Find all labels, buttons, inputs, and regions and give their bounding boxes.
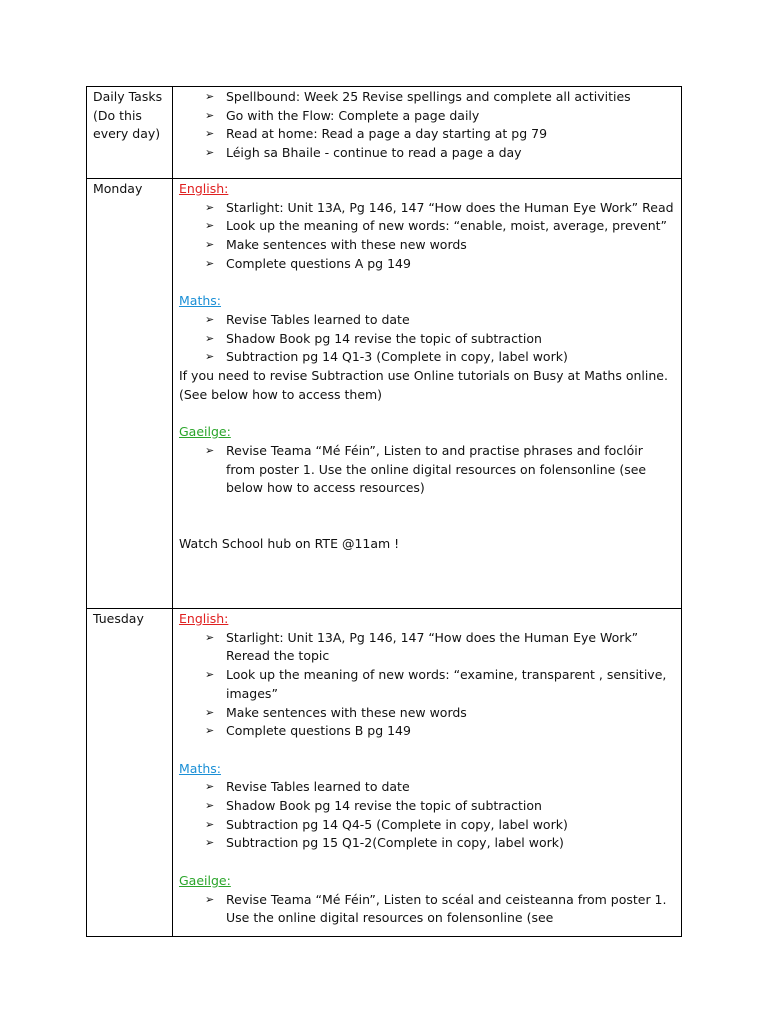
maths-note: If you need to revise Subtraction use Online tutorials on Busy at Maths online. (See below how to access them)	[179, 368, 668, 402]
arrow-bullet-icon: ➢	[205, 238, 215, 252]
arrow-bullet-icon: ➢	[205, 331, 215, 345]
list-item: ➢ Spellbound: Week 25 Revise spellings and complete all activities	[205, 88, 675, 107]
list-item: ➢ Go with the Flow: Complete a page daily	[205, 107, 675, 126]
list-item: ➢ Make sentences with these new words	[205, 236, 675, 255]
daily-tasks-list	[179, 88, 675, 163]
list-item: ➢ Subtraction pg 14 Q1-3 (Complete in copy, label work)	[205, 348, 675, 367]
arrow-bullet-icon: ➢	[205, 127, 215, 141]
maths-heading: Maths:	[179, 293, 221, 309]
school-hub-note: Watch School hub on RTE @11am !	[179, 535, 400, 551]
arrow-bullet-icon: ➢	[205, 724, 215, 738]
arrow-bullet-icon: ➢	[205, 668, 215, 682]
monday-maths-list	[179, 311, 675, 367]
list-item: ➢ Revise Tables learned to date	[205, 311, 675, 330]
list-item: ➢ Starlight: Unit 13A, Pg 146, 147 “How does the Human Eye Work” Read	[205, 199, 675, 218]
list-item: ➢ Revise Teama “Mé Féin”, Listen to and practise phrases and foclóir from poster 1. Use the online digital resources on folensonline (see below how to access resources)	[205, 442, 647, 496]
daily-tasks-label: Daily Tasks (Do this every day)	[87, 87, 173, 179]
arrow-bullet-icon: ➢	[205, 817, 215, 831]
arrow-bullet-icon: ➢	[205, 312, 215, 326]
list-item: ➢ Look up the meaning of new words: “examine, transparent , sensitive, images”	[205, 667, 667, 701]
tuesday-label: Tuesday	[87, 609, 173, 937]
arrow-bullet-icon: ➢	[205, 780, 215, 794]
monday-row	[87, 179, 682, 609]
arrow-bullet-icon: ➢	[205, 108, 215, 122]
arrow-bullet-icon: ➢	[205, 350, 215, 364]
arrow-bullet-icon: ➢	[205, 892, 215, 906]
monday-gaeilge-list	[179, 442, 675, 498]
arrow-bullet-icon: ➢	[205, 146, 215, 160]
list-item: ➢ Read at home: Read a page a day starting at pg 79	[205, 125, 675, 144]
arrow-bullet-icon: ➢	[205, 630, 215, 644]
list-item: ➢ Look up the meaning of new words: “enable, moist, average, prevent”	[205, 217, 675, 236]
tuesday-gaeilge-list	[179, 891, 675, 928]
arrow-bullet-icon: ➢	[205, 219, 215, 233]
monday-label: Monday	[87, 179, 173, 609]
english-heading: English:	[179, 181, 229, 196]
tuesday-content	[173, 609, 682, 937]
list-item: ➢ Starlight: Unit 13A, Pg 146, 147 “How does the Human Eye Work” Reread the topic	[205, 629, 639, 664]
list-item: ➢ Revise Teama “Mé Féin”, Listen to scéal and ceisteanna from poster 1. Use the online digital resources on folensonline (see	[205, 891, 667, 926]
arrow-bullet-icon: ➢	[205, 443, 215, 457]
arrow-bullet-icon: ➢	[205, 90, 215, 103]
english-heading: English:	[179, 611, 229, 626]
list-item: ➢ Shadow Book pg 14 revise the topic of subtraction	[205, 797, 675, 816]
tuesday-content-clip	[179, 610, 675, 930]
arrow-bullet-icon: ➢	[205, 256, 215, 270]
homework-plan-table	[86, 86, 682, 937]
list-item: ➢ Subtraction pg 14 Q4-5 (Complete in copy, label work)	[205, 816, 675, 835]
monday-content	[173, 179, 682, 609]
list-item: ➢ Complete questions A pg 149	[205, 255, 675, 274]
monday-english-list	[179, 199, 675, 274]
list-item: ➢ Revise Tables learned to date	[205, 778, 675, 797]
daily-tasks-row	[87, 87, 682, 179]
list-item: ➢ Léigh sa Bhaile - continue to read a page a day	[205, 144, 675, 163]
tuesday-english-list	[179, 629, 675, 741]
tuesday-maths-list	[179, 778, 675, 853]
list-item: ➢ Complete questions B pg 149	[205, 722, 675, 741]
arrow-bullet-icon: ➢	[205, 799, 215, 813]
tuesday-row	[87, 609, 682, 937]
arrow-bullet-icon: ➢	[205, 705, 215, 719]
gaeilge-heading: Gaeilge:	[179, 424, 231, 440]
daily-tasks-content	[173, 87, 682, 179]
list-item: ➢ Shadow Book pg 14 revise the topic of subtraction	[205, 330, 675, 349]
arrow-bullet-icon: ➢	[205, 836, 215, 850]
arrow-bullet-icon: ➢	[205, 200, 215, 214]
gaeilge-heading: Gaeilge:	[179, 872, 231, 888]
maths-heading: Maths:	[179, 760, 221, 776]
list-item: ➢ Subtraction pg 15 Q1-2(Complete in copy, label work)	[205, 834, 675, 853]
list-item: ➢ Make sentences with these new words	[205, 704, 675, 723]
